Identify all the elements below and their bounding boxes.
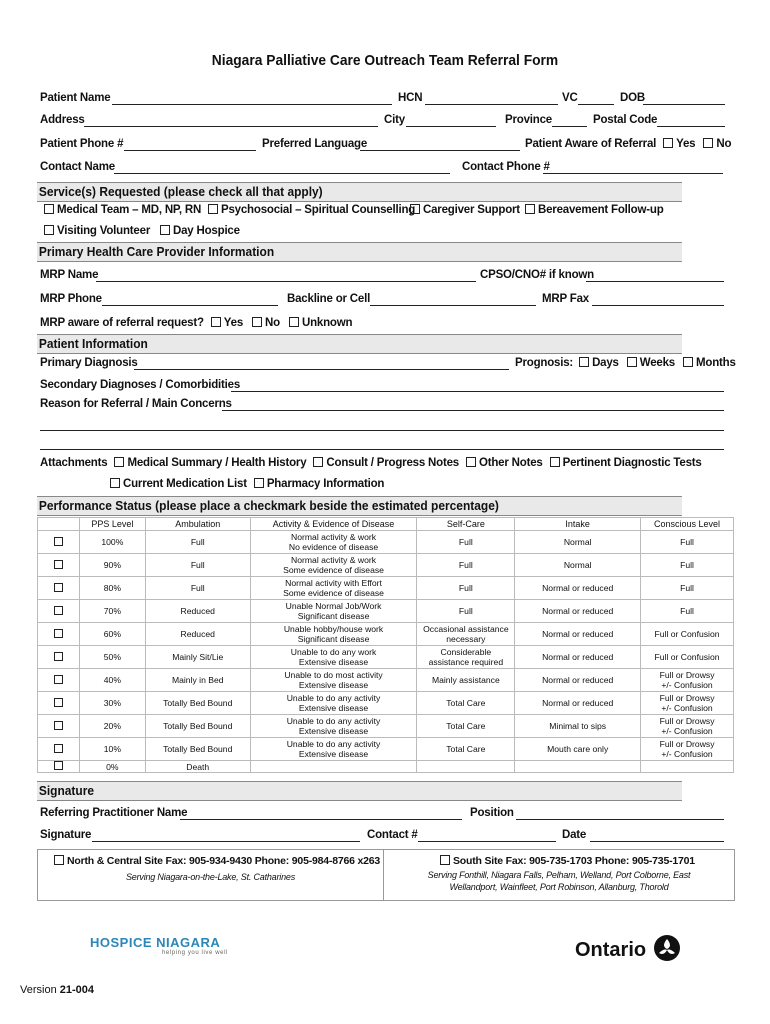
pps-col-header: Activity & Evidence of Disease (250, 518, 417, 531)
pps-checkbox[interactable] (54, 560, 63, 569)
services-bereavement: Bereavement Follow-up (525, 204, 664, 216)
referring-field[interactable] (180, 819, 462, 820)
dob-label: DOB (620, 92, 645, 104)
pps-cell: Considerable assistance required (417, 646, 515, 669)
patient-phone-field[interactable] (124, 150, 256, 151)
hcn-field[interactable] (425, 104, 558, 105)
contact-phone-label: Contact Phone # (462, 161, 550, 173)
pps-cell: Mainly in Bed (145, 669, 250, 692)
performance-heading: Performance Status (please place a checkmark beside the estimated percentage) (37, 496, 682, 516)
address-field[interactable] (84, 126, 378, 127)
pps-cell: Total Care (417, 738, 515, 761)
att-medication-list-checkbox[interactable] (110, 478, 120, 488)
pps-checkbox[interactable] (54, 675, 63, 684)
pps-cell: Totally Bed Bound (145, 692, 250, 715)
pps-cell: 100% (79, 531, 145, 554)
pps-cell: Full (641, 577, 734, 600)
pps-checkbox-cell (38, 669, 80, 692)
pps-checkbox-cell (38, 623, 80, 646)
pps-cell: Normal (515, 554, 641, 577)
reason-label: Reason for Referral / Main Concerns (40, 398, 232, 410)
patient-info-heading: Patient Information (37, 334, 682, 354)
contact-field[interactable] (418, 841, 556, 842)
pps-cell: Full or Confusion (641, 623, 734, 646)
ontario-logo-text: Ontario (575, 939, 647, 961)
aware-yes-checkbox[interactable] (663, 138, 673, 148)
pps-cell: Minimal to sips (515, 715, 641, 738)
pps-cell: Full (417, 577, 515, 600)
pps-cell: 50% (79, 646, 145, 669)
pps-cell: Unable hobby/house work Significant disease (250, 623, 417, 646)
secondary-field[interactable] (231, 391, 724, 392)
mrp-aware-unknown-checkbox[interactable] (289, 317, 299, 327)
pps-checkbox-cell (38, 600, 80, 623)
ontario-logo (575, 934, 681, 962)
pps-cell: Reduced (145, 623, 250, 646)
version-number: 21-004 (59, 984, 95, 996)
north-serving: Serving Niagara-on-the-Lake, St. Catharines (126, 872, 295, 882)
pps-cell (641, 761, 734, 773)
pps-col-header: Conscious Level (641, 518, 734, 531)
pps-cell: Death (145, 761, 250, 773)
contact-phone-field[interactable] (543, 173, 723, 174)
pps-cell: Full (641, 554, 734, 577)
page-title: Niagara Palliative Care Outreach Team Referral Form (211, 52, 559, 69)
mrp-phone-label: MRP Phone (40, 293, 102, 305)
services-volunteer: Visiting Volunteer (44, 225, 150, 237)
prognosis-days-checkbox[interactable] (579, 357, 589, 367)
pps-checkbox-cell (38, 715, 80, 738)
pps-cell: Full (641, 531, 734, 554)
pps-row (38, 600, 734, 623)
pps-checkbox[interactable] (54, 761, 63, 770)
pps-cell: Normal activity & work No evidence of disease (250, 531, 417, 554)
pps-cell: 90% (79, 554, 145, 577)
pps-checkbox-cell (38, 577, 80, 600)
pps-cell: Total Care (417, 715, 515, 738)
vc-field[interactable] (578, 104, 614, 105)
att-diagnostic-tests-checkbox[interactable] (550, 457, 560, 467)
prognosis-row: Prognosis: Days Weeks Months (515, 357, 736, 369)
pps-checkbox-cell (38, 554, 80, 577)
patient-name-label: Patient Name (40, 92, 111, 104)
south-serving-2: Wellandport, Wainfleet, Port Robinson, Allanburg, Thorold (449, 882, 669, 892)
pps-checkbox-cell (38, 646, 80, 669)
services-caregiver: Caregiver Support (410, 204, 520, 216)
mrp-fax-field[interactable] (592, 305, 724, 306)
version-label: Version (20, 984, 57, 996)
pps-cell: Mouth care only (515, 738, 641, 761)
contact-name-label: Contact Name (40, 161, 115, 173)
pps-row (38, 715, 734, 738)
pps-cell: Normal or reduced (515, 692, 641, 715)
pps-table (37, 517, 734, 773)
postal-code-field[interactable] (657, 126, 725, 127)
preferred-language-label: Preferred Language (262, 138, 368, 150)
version (20, 984, 94, 996)
service-medical-checkbox[interactable] (44, 204, 54, 214)
south-serving-1: Serving Fonthill, Niagara Falls, Pelham, Welland, Port Colborne, East (427, 870, 691, 880)
pps-checkbox[interactable] (54, 606, 63, 615)
pps-checkbox-cell (38, 692, 80, 715)
pps-checkbox[interactable] (54, 744, 63, 753)
pps-cell: 10% (79, 738, 145, 761)
pps-checkbox-cell (38, 531, 80, 554)
signature-label: Signature (40, 829, 92, 841)
primary-diagnosis-label: Primary Diagnosis (40, 357, 138, 369)
south-site: South Site Fax: 905-735-1703 Phone: 905-735-1701 (440, 855, 695, 867)
primary-diagnosis-field[interactable] (134, 369, 509, 370)
services-day-hospice: Day Hospice (160, 225, 240, 237)
service-bereavement-checkbox[interactable] (525, 204, 535, 214)
pps-cell: Normal or reduced (515, 577, 641, 600)
reason-field-line-2[interactable] (40, 430, 724, 431)
pps-checkbox[interactable] (54, 537, 63, 546)
backline-field[interactable] (370, 305, 536, 306)
pps-cell: Total Care (417, 692, 515, 715)
pps-cell: Normal or reduced (515, 646, 641, 669)
reason-field[interactable] (222, 410, 724, 411)
pps-checkbox-cell (38, 761, 80, 773)
services-psychosocial: Psychosocial – Spiritual Counselling (208, 204, 415, 216)
prognosis-months-checkbox[interactable] (683, 357, 693, 367)
pps-cell: Full (417, 600, 515, 623)
dob-field[interactable] (643, 104, 725, 105)
north-site: North & Central Site Fax: 905-934-9430 Phone: 905-984-8766 x263 (54, 855, 380, 867)
postal-code-label: Postal Code (593, 114, 658, 126)
secondary-label: Secondary Diagnoses / Comorbidities (40, 379, 241, 391)
hospice-logo-text: HOSPICE NIAGARA (90, 935, 221, 950)
pps-cell: 30% (79, 692, 145, 715)
contact-name-field[interactable] (114, 173, 450, 174)
pps-cell (417, 761, 515, 773)
pps-checkbox[interactable] (54, 721, 63, 730)
mrp-aware-no-checkbox[interactable] (252, 317, 262, 327)
pps-cell: Full (145, 531, 250, 554)
pps-cell: Unable to do most activity Extensive disease (250, 669, 417, 692)
pps-col-header: PPS Level (79, 518, 145, 531)
pps-cell: Unable to do any activity Extensive disease (250, 692, 417, 715)
pps-cell: 70% (79, 600, 145, 623)
pps-row (38, 738, 734, 761)
vc-label: VC (562, 92, 578, 104)
pps-cell: Unable to do any activity Extensive disease (250, 738, 417, 761)
pps-cell: Full (417, 554, 515, 577)
pps-checkbox[interactable] (54, 583, 63, 592)
service-psychosocial-checkbox[interactable] (208, 204, 218, 214)
pps-cell: Full (145, 577, 250, 600)
service-day-hospice-checkbox[interactable] (160, 225, 170, 235)
mrp-name-label: MRP Name (40, 269, 99, 281)
position-field[interactable] (516, 819, 724, 820)
pps-row (38, 531, 734, 554)
services-heading: Service(s) Requested (please check all that apply) (37, 182, 682, 202)
backline-label: Backline or Cell (287, 293, 371, 305)
hospice-niagara-logo (90, 935, 240, 956)
preferred-language-field[interactable] (360, 150, 520, 151)
pps-row (38, 692, 734, 715)
pps-cell: Totally Bed Bound (145, 738, 250, 761)
date-label: Date (562, 829, 587, 841)
pps-cell: Full or Drowsy +/- Confusion (641, 715, 734, 738)
reason-field-line-3[interactable] (40, 449, 724, 450)
pps-row (38, 554, 734, 577)
north-site-box (37, 849, 384, 901)
pps-row (38, 646, 734, 669)
pps-cell (515, 761, 641, 773)
services-row-1: Medical Team – MD, NP, RN (44, 204, 201, 216)
province-label: Province (505, 114, 552, 126)
pps-check-header (38, 518, 80, 531)
south-site-box (383, 849, 735, 901)
referring-label: Referring Practitioner Name (40, 807, 188, 819)
pps-cell: Mainly Sit/Lie (145, 646, 250, 669)
pps-cell: Full or Drowsy +/- Confusion (641, 738, 734, 761)
hospice-logo-tagline: helping you live well (162, 950, 228, 956)
service-volunteer-checkbox[interactable] (44, 225, 54, 235)
pps-cell: Reduced (145, 600, 250, 623)
position-label: Position (470, 807, 514, 819)
prognosis-weeks-checkbox[interactable] (627, 357, 637, 367)
province-field[interactable] (552, 126, 587, 127)
pps-cell (250, 761, 417, 773)
pps-row (38, 669, 734, 692)
aware-no-checkbox[interactable] (703, 138, 713, 148)
pps-row (38, 761, 734, 773)
pps-cell: Normal or reduced (515, 623, 641, 646)
city-label: City (384, 114, 405, 126)
hcn-label: HCN (398, 92, 423, 104)
pps-checkbox[interactable] (54, 629, 63, 638)
pps-cell: Full (417, 531, 515, 554)
pps-checkbox[interactable] (54, 652, 63, 661)
pps-checkbox[interactable] (54, 698, 63, 707)
address-label: Address (40, 114, 85, 126)
pps-row (38, 577, 734, 600)
pps-col-header: Ambulation (145, 518, 250, 531)
pps-cell: Normal activity & work Some evidence of disease (250, 554, 417, 577)
pps-cell: Unable Normal Job/Work Significant disease (250, 600, 417, 623)
mrp-aware-yes-checkbox[interactable] (211, 317, 221, 327)
pps-cell: 20% (79, 715, 145, 738)
cpso-label: CPSO/CNO# if known (480, 269, 594, 281)
pps-cell: Full or Drowsy +/- Confusion (641, 669, 734, 692)
south-site-checkbox[interactable] (440, 855, 450, 865)
trillium-icon (653, 934, 681, 962)
service-caregiver-checkbox[interactable] (410, 204, 420, 214)
north-site-checkbox[interactable] (54, 855, 64, 865)
att-consult-checkbox[interactable] (313, 457, 323, 467)
pps-cell: Unable to do any work Extensive disease (250, 646, 417, 669)
pps-col-header: Self-Care (417, 518, 515, 531)
attachments-row-2: Current Medication List Pharmacy Information (110, 478, 384, 490)
pps-cell: Full or Confusion (641, 646, 734, 669)
pps-row (38, 623, 734, 646)
pps-cell: Totally Bed Bound (145, 715, 250, 738)
pps-cell: Full or Drowsy +/- Confusion (641, 692, 734, 715)
mrp-name-field[interactable] (96, 281, 476, 282)
primary-care-heading: Primary Health Care Provider Information (37, 242, 682, 262)
mrp-fax-label: MRP Fax (542, 293, 589, 305)
pps-cell: 60% (79, 623, 145, 646)
patient-aware-label: Patient Aware of Referral Yes No (525, 138, 732, 150)
patient-phone-label: Patient Phone # (40, 138, 124, 150)
pps-checkbox-cell (38, 738, 80, 761)
pps-cell: Normal or reduced (515, 600, 641, 623)
pps-cell: Full (145, 554, 250, 577)
att-pharmacy-checkbox[interactable] (254, 478, 264, 488)
patient-name-field[interactable] (112, 104, 392, 105)
att-medical-summary-checkbox[interactable] (114, 457, 124, 467)
pps-cell: Normal activity with Effort Some evidence of disease (250, 577, 417, 600)
date-field[interactable] (590, 841, 724, 842)
mrp-phone-field[interactable] (102, 305, 278, 306)
pps-cell: 40% (79, 669, 145, 692)
pps-cell: 80% (79, 577, 145, 600)
signature-field[interactable] (92, 841, 360, 842)
cpso-field[interactable] (586, 281, 724, 282)
signature-heading: Signature (37, 781, 682, 801)
mrp-aware-row: MRP aware of referral request? Yes No Unknown (40, 317, 353, 329)
city-field[interactable] (406, 126, 496, 127)
attachments-row: Attachments Medical Summary / Health History Consult / Progress Notes Other Notes Pertinent Diagnostic Tests (40, 457, 702, 469)
pps-cell: Unable to do any activity Extensive disease (250, 715, 417, 738)
pps-cell: Normal (515, 531, 641, 554)
pps-cell: Occasional assistance necessary (417, 623, 515, 646)
contact-label: Contact # (367, 829, 418, 841)
pps-col-header: Intake (515, 518, 641, 531)
att-other-notes-checkbox[interactable] (466, 457, 476, 467)
pps-cell: Full (641, 600, 734, 623)
pps-cell: 0% (79, 761, 145, 773)
pps-cell: Mainly assistance (417, 669, 515, 692)
pps-cell: Normal or reduced (515, 669, 641, 692)
